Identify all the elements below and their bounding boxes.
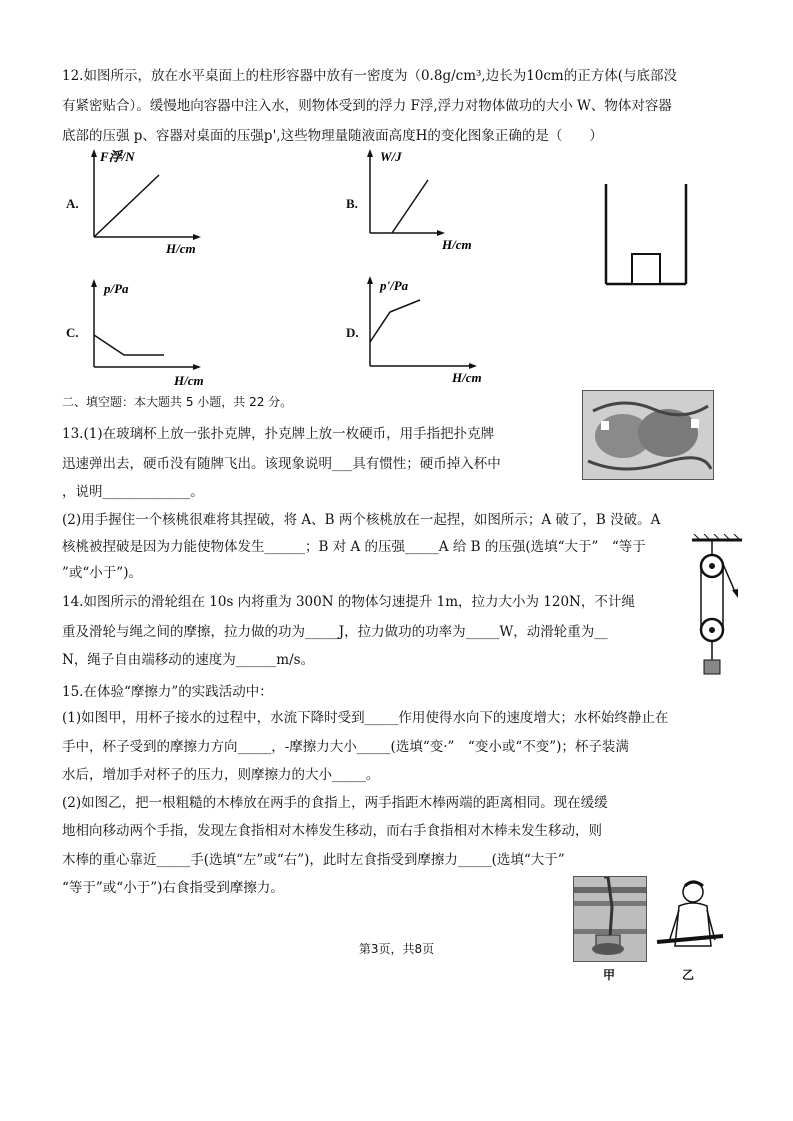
- option-a-curve: [94, 175, 159, 237]
- walnut-illustration: [583, 391, 713, 479]
- q13-line-3: ，说明_____________。: [62, 484, 204, 500]
- option-b-curve: [392, 180, 428, 233]
- q14-line-3: N，绳子自由端移动的速度为______m/s。: [62, 652, 315, 668]
- q15-line-3: 手中，杯子受到的摩擦力方向_____，-摩擦力大小_____(选填“变·” “变小或“不变”)；杯子装满: [62, 739, 629, 755]
- option-c-curve: [94, 335, 164, 355]
- caption-jia: 甲: [603, 968, 616, 982]
- option-b-graph: [360, 145, 490, 260]
- page-footer: 第3页，共8页: [358, 942, 435, 956]
- q15-line-5: (2)如图乙，把一根粗糙的木棒放在两手的食指上，两手指距木棒两端的距离相同。现在缓缓: [62, 795, 608, 811]
- q13-line-2: 迅速弹出去，硬币没有随牌飞出。该现象说明___具有惯性；硬币掉入杯中: [62, 456, 501, 472]
- q13-line-5: 核桃被捏破是因为力能使物体发生______；B 对 A 的压强_____A 给 B 的压强(选填“大于” “等于: [62, 539, 646, 555]
- option-c-xlabel: H/cm: [174, 373, 204, 388]
- cube: [632, 254, 660, 284]
- option-c-graph: [84, 275, 214, 390]
- option-d-graph: [360, 272, 490, 387]
- weight-block: [704, 660, 720, 674]
- caption-yi: 乙: [682, 968, 695, 982]
- q15-line-7: 木棒的重心靠近_____手(选填“左”或“右”)，此时左食指受到摩擦力_____(选填“大于”: [62, 852, 565, 868]
- pulley-figure: [692, 534, 742, 679]
- q15-line-4: 水后，增加手对杯子的压力，则摩擦力的大小_____。: [62, 767, 380, 783]
- q13-line-6: ”或“小于”)。: [62, 565, 142, 581]
- option-c-label: C.: [66, 325, 79, 340]
- option-c-ylabel: p/Pa: [104, 281, 129, 296]
- option-d-xlabel: H/cm: [452, 370, 482, 385]
- q15-line-2: (1)如图甲，用杯子接水的过程中，水流下降时受到_____作用使得水向下的速度增大；水杯始终静止在: [62, 710, 669, 726]
- walnut-figure: [582, 390, 714, 480]
- container-cube-diagram: [598, 180, 698, 290]
- q13-line-4: (2)用手握住一个核桃很难将其捏破，将 A、B 两个核桃放在一起捏，如图所示；A 破了，B 没破。A: [62, 512, 661, 528]
- q12-line-1: 12.如图所示，放在水平桌面上的柱形容器中放有一密度为（0.8g/cm³,边长为10cm的正方体(与底部没: [62, 68, 678, 84]
- q15-line-1: 15.在体验“摩擦力”的实践活动中：: [62, 684, 273, 700]
- option-a-graph: [84, 145, 214, 260]
- option-d-ylabel: p'/Pa: [380, 278, 409, 293]
- q12-line-2: 有紧密贴合）。缓慢地向容器中注入水，则物体受到的浮力 F浮,浮力对物体做功的大小 W、物体对容器: [62, 98, 672, 114]
- option-a-label: A.: [66, 196, 79, 211]
- option-a-ylabel: F浮/N: [100, 149, 135, 164]
- option-b-label: B.: [346, 196, 358, 211]
- option-b-xlabel: H/cm: [442, 237, 472, 252]
- q14-line-2: 重及滑轮与绳之间的摩擦，拉力做的功为_____J，拉力做功的功率为_____W，动滑轮重为__: [62, 624, 608, 640]
- q14-line-1: 14.如图所示的滑轮组在 10s 内将重为 300N 的物体匀速提升 1m，拉力大小为 120N，不计绳: [62, 594, 635, 610]
- section-heading: 二、填空题：本大题共 5 小题，共 22 分。: [62, 395, 293, 409]
- option-b-ylabel: W/J: [380, 149, 402, 164]
- option-d-curve: [370, 300, 420, 342]
- q12-line-3: 底部的压强 p、容器对桌面的压强p',这些物理量随液面高度H的变化图象正确的是（ ）: [62, 128, 603, 144]
- q15-line-6: 地相向移动两个手指，发现左食指相对木棒发生移动，而右手食指相对木棒未发生移动，则: [62, 823, 602, 839]
- option-d-label: D.: [346, 325, 359, 340]
- q15-line-8: “等于”或“小于”)右食指受到摩擦力。: [62, 880, 284, 896]
- q13-line-1: 13.(1)在玻璃杯上放一张扑克牌，扑克牌上放一枚硬币，用手指把扑克牌: [62, 426, 495, 442]
- option-a-xlabel: H/cm: [166, 241, 196, 256]
